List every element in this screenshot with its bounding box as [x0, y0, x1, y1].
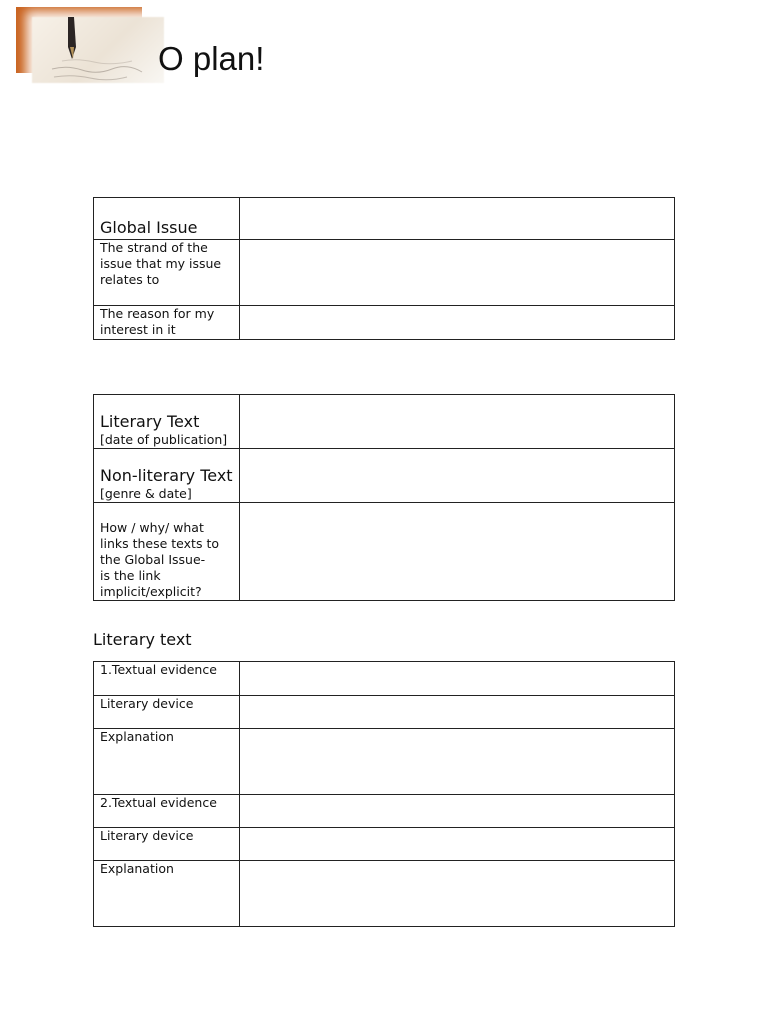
explanation-2-label: Explanation	[100, 861, 174, 876]
literary-text-input-cell[interactable]	[240, 395, 675, 449]
literary-text-sub: [date of publication]	[100, 432, 228, 447]
links-question-line1: How / why/ what links these texts to the Global Issue-	[100, 520, 219, 567]
device-1-label-cell	[94, 696, 240, 729]
table-row	[94, 198, 675, 240]
explanation-2-input-cell[interactable]	[240, 861, 675, 927]
evidence-1-input-cell[interactable]	[240, 662, 675, 696]
evidence-2-label-cell	[94, 795, 240, 828]
table-row	[94, 449, 675, 503]
device-2-label-cell	[94, 828, 240, 861]
table-row	[94, 240, 675, 306]
strand-label-cell	[94, 240, 240, 306]
device-1-input-cell[interactable]	[240, 696, 675, 729]
reason-label: The reason for my interest in it	[100, 306, 215, 337]
evidence-table	[93, 661, 675, 927]
explanation-1-label-cell	[94, 729, 240, 795]
links-input-cell[interactable]	[240, 503, 675, 601]
global-issue-input-cell[interactable]	[240, 198, 675, 240]
links-question-line2: is the link implicit/explicit?	[100, 568, 202, 599]
texts-table	[93, 394, 675, 601]
table-row	[94, 861, 675, 927]
pen-paper-logo	[16, 7, 164, 83]
reason-input-cell[interactable]	[240, 306, 675, 340]
table-row	[94, 696, 675, 729]
page-title: O plan!	[158, 40, 265, 77]
global-issue-label-cell	[94, 198, 240, 240]
table-row	[94, 306, 675, 340]
evidence-1-label-cell	[94, 662, 240, 696]
links-label-cell	[94, 503, 240, 601]
table-row	[94, 662, 675, 696]
table-row	[94, 395, 675, 449]
non-literary-text-label-cell	[94, 449, 240, 503]
literary-text-heading: Literary text	[93, 630, 192, 649]
global-issue-label: Global Issue	[100, 218, 198, 237]
reason-label-cell	[94, 306, 240, 340]
non-literary-text-label: Non-literary Text	[100, 466, 233, 485]
table-row	[94, 729, 675, 795]
evidence-2-input-cell[interactable]	[240, 795, 675, 828]
device-2-input-cell[interactable]	[240, 828, 675, 861]
evidence-2-label: 2.Textual evidence	[100, 795, 217, 810]
device-2-label: Literary device	[100, 828, 194, 843]
strand-input-cell[interactable]	[240, 240, 675, 306]
literary-text-label: Literary Text	[100, 412, 200, 431]
literary-text-label-cell	[94, 395, 240, 449]
strand-label: The strand of the issue that my issue relates to	[100, 240, 222, 287]
non-literary-text-sub: [genre & date]	[100, 486, 192, 501]
evidence-1-label: 1.Textual evidence	[100, 662, 217, 677]
table-row	[94, 503, 675, 601]
table-row	[94, 795, 675, 828]
fountain-pen-icon	[32, 17, 164, 83]
explanation-1-input-cell[interactable]	[240, 729, 675, 795]
explanation-1-label: Explanation	[100, 729, 174, 744]
explanation-2-label-cell	[94, 861, 240, 927]
global-issue-table	[93, 197, 675, 340]
device-1-label: Literary device	[100, 696, 194, 711]
non-literary-text-input-cell[interactable]	[240, 449, 675, 503]
table-row	[94, 828, 675, 861]
